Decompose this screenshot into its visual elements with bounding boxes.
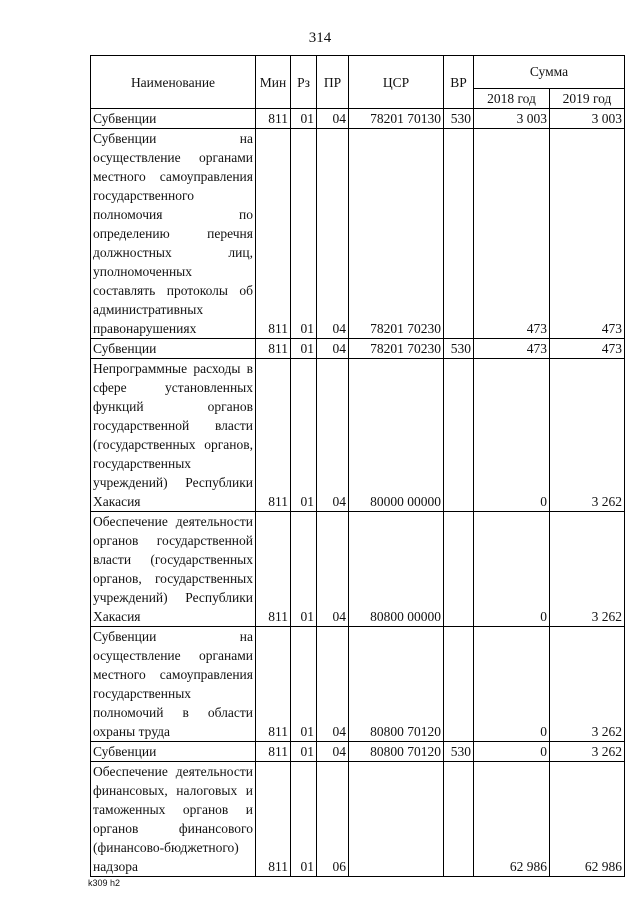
row-sum-2019: 3 003 [550,109,625,129]
row-csr: 80800 70120 [349,742,444,762]
row-sum-2018: 0 [474,627,550,742]
header-year-2018: 2018 год [474,88,550,108]
header-csr: ЦСР [349,56,444,109]
row-min: 811 [256,512,291,627]
row-min: 811 [256,742,291,762]
row-name: Обеспечение деятельности органов государственной власти (государственных органов, государственных учреждений) Республики Хакасия [91,512,256,627]
row-sum-2018: 473 [474,129,550,339]
header-rz: Рз [291,56,317,109]
header-sum: Сумма [474,56,625,89]
row-pr: 04 [317,512,349,627]
row-pr: 04 [317,129,349,339]
row-sum-2018: 3 003 [474,109,550,129]
row-pr: 04 [317,339,349,359]
row-name: Обеспечение деятельности финансовых, налоговых и таможенных органов и органов финансового (финансово-бюджетного) надзора [91,762,256,877]
row-csr: 78201 70230 [349,339,444,359]
row-vr [444,512,474,627]
row-sum-2018: 473 [474,339,550,359]
row-pr: 04 [317,742,349,762]
row-sum-2019: 3 262 [550,359,625,512]
row-rz: 01 [291,762,317,877]
table-row [91,109,625,129]
table-row [91,339,625,359]
row-sum-2018: 0 [474,742,550,762]
row-vr [444,762,474,877]
table-header [91,56,625,109]
row-csr: 80000 00000 [349,359,444,512]
table-row [91,762,625,877]
row-rz: 01 [291,359,317,512]
table-row [91,627,625,742]
row-rz: 01 [291,512,317,627]
row-vr: 530 [444,339,474,359]
row-rz: 01 [291,129,317,339]
row-sum-2019: 62 986 [550,762,625,877]
row-min: 811 [256,339,291,359]
row-rz: 01 [291,109,317,129]
row-sum-2019: 473 [550,129,625,339]
row-min: 811 [256,109,291,129]
row-rz: 01 [291,339,317,359]
row-csr [349,762,444,877]
row-pr: 06 [317,762,349,877]
row-min: 811 [256,359,291,512]
row-pr: 04 [317,359,349,512]
header-pr: ПР [317,56,349,109]
row-pr: 04 [317,627,349,742]
row-pr: 04 [317,109,349,129]
row-rz: 01 [291,627,317,742]
row-name: Непрограммные расходы в сфере установленных функций органов государственной власти (государственных органов, государственных учреждений) Республики Хакасия [91,359,256,512]
row-name: Субвенции [91,339,256,359]
budget-table [90,55,625,877]
table-row [91,129,625,339]
row-sum-2019: 3 262 [550,627,625,742]
row-sum-2019: 473 [550,339,625,359]
table-row [91,359,625,512]
row-vr [444,359,474,512]
row-name: Субвенции на осуществление органами местного самоуправления государственного полномочия по определению перечня должностных лиц, уполномоченных составлять протоколы об административных правонарушениях [91,129,256,339]
row-csr: 80800 70120 [349,627,444,742]
table-body [91,109,625,877]
row-vr: 530 [444,742,474,762]
header-name: Наименование [91,56,256,109]
row-sum-2019: 3 262 [550,742,625,762]
footer-code: k309 h2 [88,878,121,888]
header-vr: ВР [444,56,474,109]
table-row [91,742,625,762]
row-vr [444,129,474,339]
row-sum-2018: 0 [474,512,550,627]
row-csr: 78201 70130 [349,109,444,129]
row-sum-2018: 62 986 [474,762,550,877]
row-name: Субвенции [91,742,256,762]
row-vr [444,627,474,742]
row-name: Субвенции [91,109,256,129]
row-min: 811 [256,129,291,339]
row-csr: 80800 00000 [349,512,444,627]
row-sum-2019: 3 262 [550,512,625,627]
row-name: Субвенции на осуществление органами местного самоуправления государственных полномочий в области охраны труда [91,627,256,742]
row-csr: 78201 70230 [349,129,444,339]
row-min: 811 [256,627,291,742]
header-min: Мин [256,56,291,109]
row-vr: 530 [444,109,474,129]
row-rz: 01 [291,742,317,762]
row-min: 811 [256,762,291,877]
row-sum-2018: 0 [474,359,550,512]
header-year-2019: 2019 год [550,88,625,108]
table-row [91,512,625,627]
page-number: 314 [308,30,332,46]
